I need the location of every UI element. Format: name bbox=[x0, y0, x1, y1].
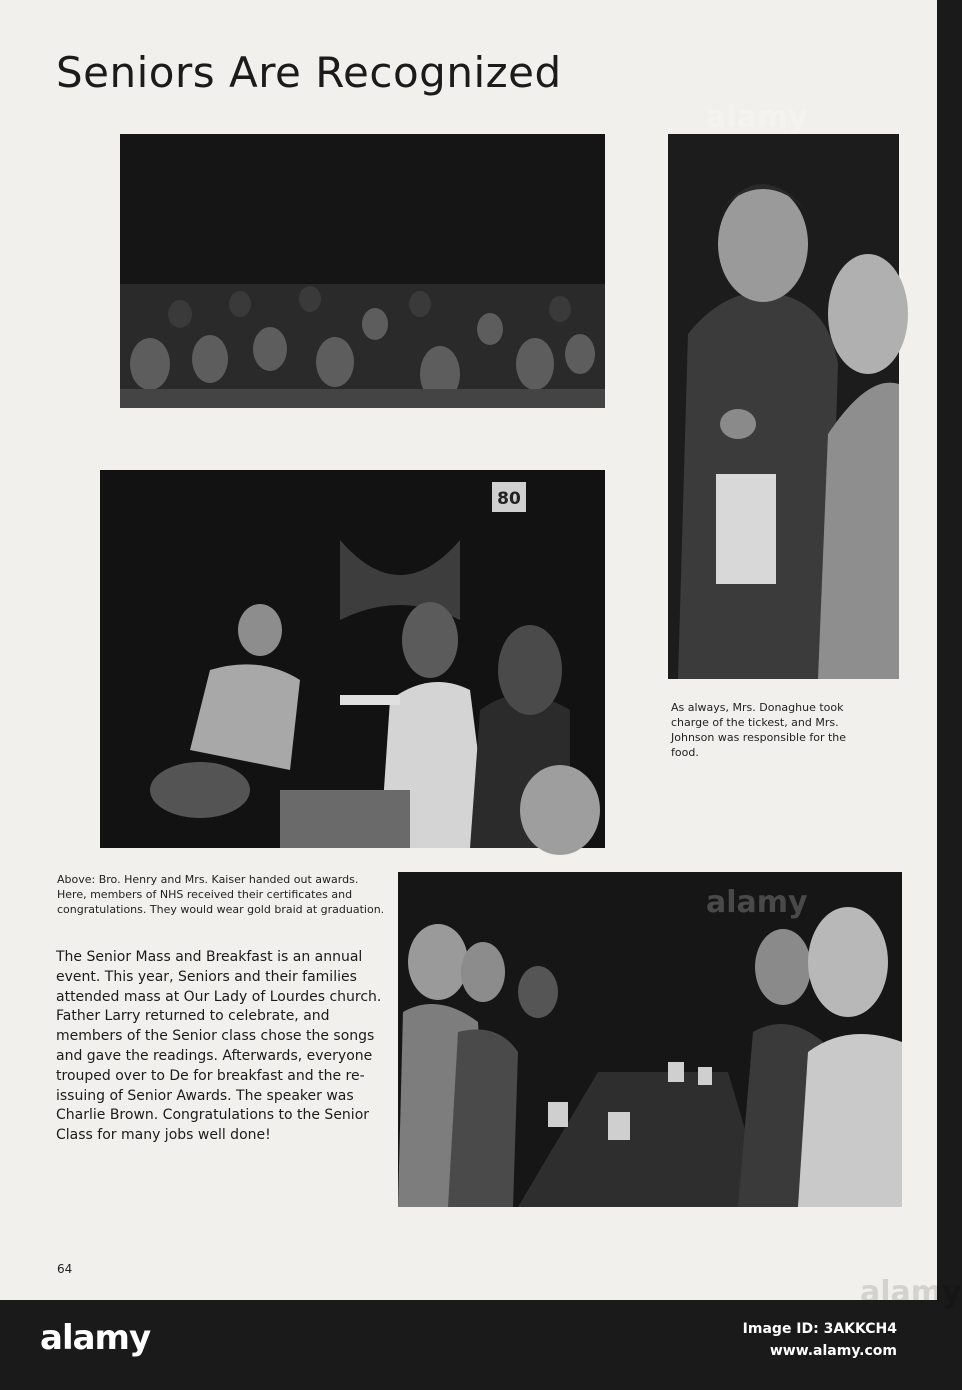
watermark: alamy bbox=[860, 1275, 962, 1310]
site-url: www.alamy.com bbox=[769, 1343, 897, 1359]
alamy-logo: alamy bbox=[40, 1318, 151, 1358]
caption-donaghue-johnson: As always, Mrs. Donaghue took charge of the tickest, and Mrs. Johnson was responsible for the food. bbox=[671, 701, 847, 759]
watermark: alamy bbox=[706, 885, 808, 920]
stock-footer-bar bbox=[0, 1300, 937, 1390]
page-title: Seniors Are Recognized bbox=[56, 48, 562, 97]
caption-awards: Above: Bro. Henry and Mrs. Kaiser handed out awards. Here, members of NHS received their certificates and congratulations. They would wear gold braid at graduation. bbox=[57, 873, 385, 916]
image-id-block bbox=[743, 1318, 897, 1362]
photo-awards-handout bbox=[100, 470, 605, 848]
photo-mrs-donaghue bbox=[668, 134, 899, 679]
banner-number-label: 80 bbox=[497, 489, 521, 509]
photo-crowd-audience bbox=[120, 134, 605, 408]
article-body: The Senior Mass and Breakfast is an annual event. This year, Seniors and their families attended mass at Our Lady of Lourdes church. Father Larry returned to celebrate, and members of the Senior class chose the songs and gave the readings. Afterwards, everyone trouped over to De for breakfast and the re-issuing of Senior Awards. The speaker was Charlie Brown. Congratulations to the Senior Class for many jobs well done! bbox=[56, 949, 382, 1144]
photo-breakfast-table bbox=[398, 872, 902, 1207]
image-id: Image ID: 3AKKCH4 bbox=[742, 1321, 897, 1337]
page-number: 64 bbox=[57, 1262, 73, 1276]
watermark: alamy bbox=[706, 100, 808, 135]
